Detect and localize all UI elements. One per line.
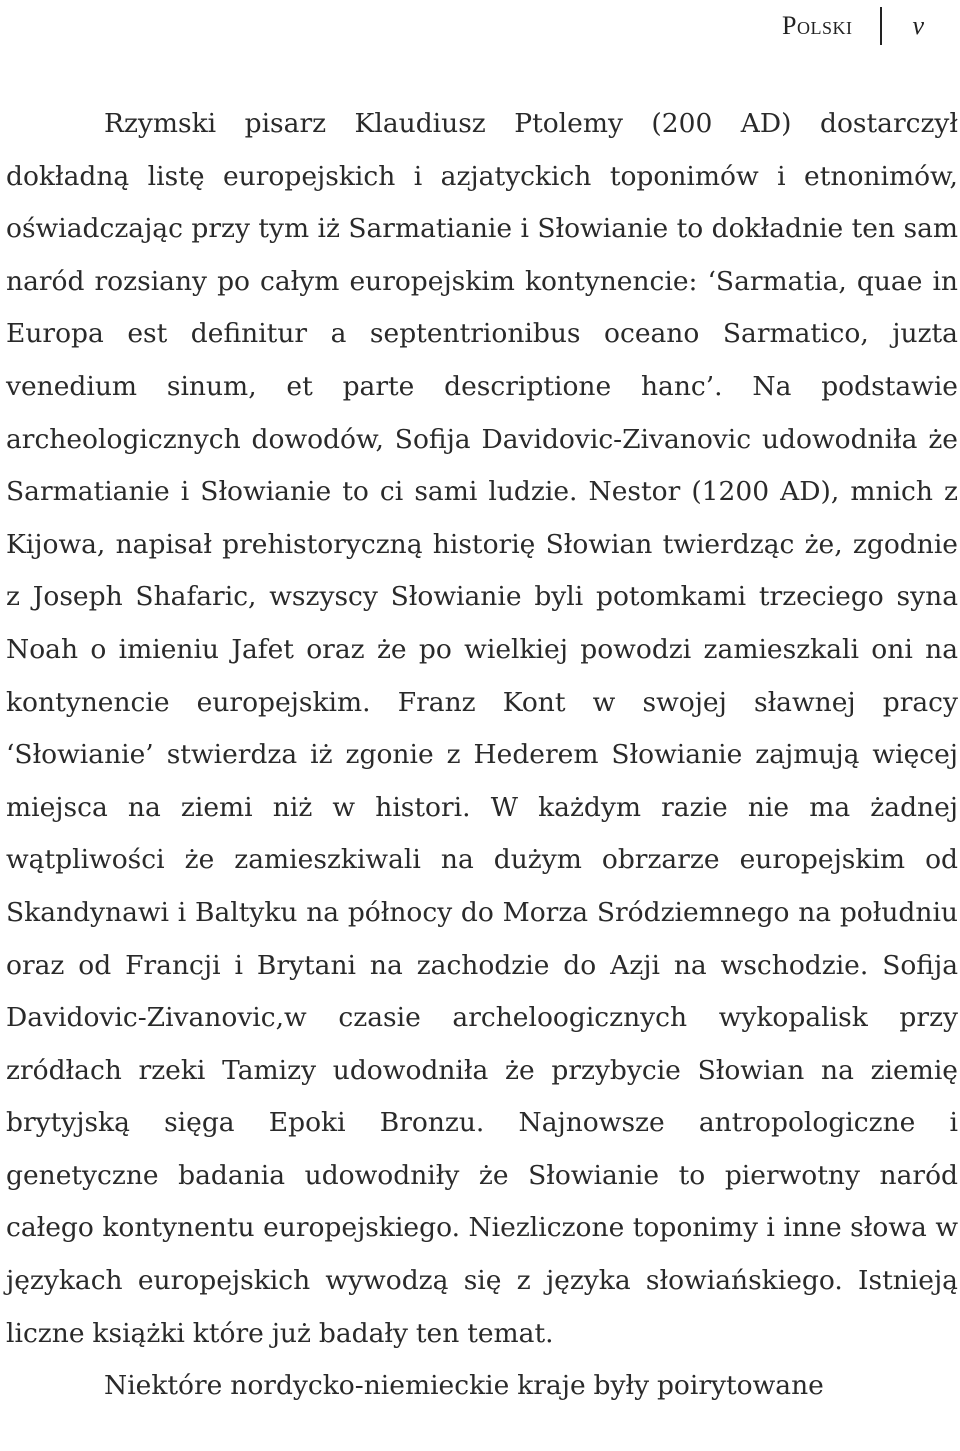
paragraph-2: Niektóre nordycko-niemieckie kraje były poirytowane: [104, 1370, 824, 1402]
paragraph-1: Rzymski pisarz Klaudiusz Ptolemy (200 AD) dostarczył dokładną listę europejskich i azjatyckich toponimów i etnonimów, oświadczając przy tym iż Sarmatianie i Słowianie to dokładnie ten sam naród rozsiany po całym europejskim kontynencie: ‘Sarmatia, quae in Europa est definitur a septentrionibus oceano Sarmatico, juzta venedium sinum, et parte descriptione hanc’. Na podstawie archeologicznych dowodów, Sofija Davidovic-Zivanovic udowodniła że Sarmatianie i Słowianie to ci sami ludzie. Nestor (1200 AD), mnich z Kijowa, napisał prehistoryczną historię Słowian twierdząc że, zgodnie z Joseph Shafaric, wszyscy Słowianie byli potomkami trzeciego syna Noah o imieniu Jafet oraz że po wielkiej powodzi zamieszkali oni na kontynencie europejskim. Franz Kont w swojej sławnej pracy ‘Słowianie’ stwierdza iż zgonie z Hederem Słowianie zajmują więcej miejsca na ziemi niż w histori. W każdym razie nie ma żadnej wątpliwości że zamieszkiwali na dużym obrzarze europejskim od Skandynawi i Baltyku na północy do Morza Sródziemnego na południu oraz od Francji i Brytani na zachodzie do Azji na wschodzie. Sofija Davidovic-Zivanovic,w czasie archeloogicznych wykopalisk przy zródłach rzeki Tamizy udowodniła że przybycie Słowian na ziemię brytyjską sięga Epoki Bronzu. Najnowsze antropologiczne i genetyczne badania udowodniły że Słowianie to pierwotny naród całego kontynentu europejskiego. Niezliczone toponimy i inne słowa w językach europejskich wywodzą się z języka słowiańskiego. Istnieją liczne książki które już badały ten temat.: [6, 108, 958, 1349]
section-title: Polski: [781, 11, 853, 40]
page-number: v: [912, 11, 924, 40]
page-header: [782, 4, 924, 48]
header-divider: [880, 7, 882, 45]
body-text: [6, 98, 958, 1413]
